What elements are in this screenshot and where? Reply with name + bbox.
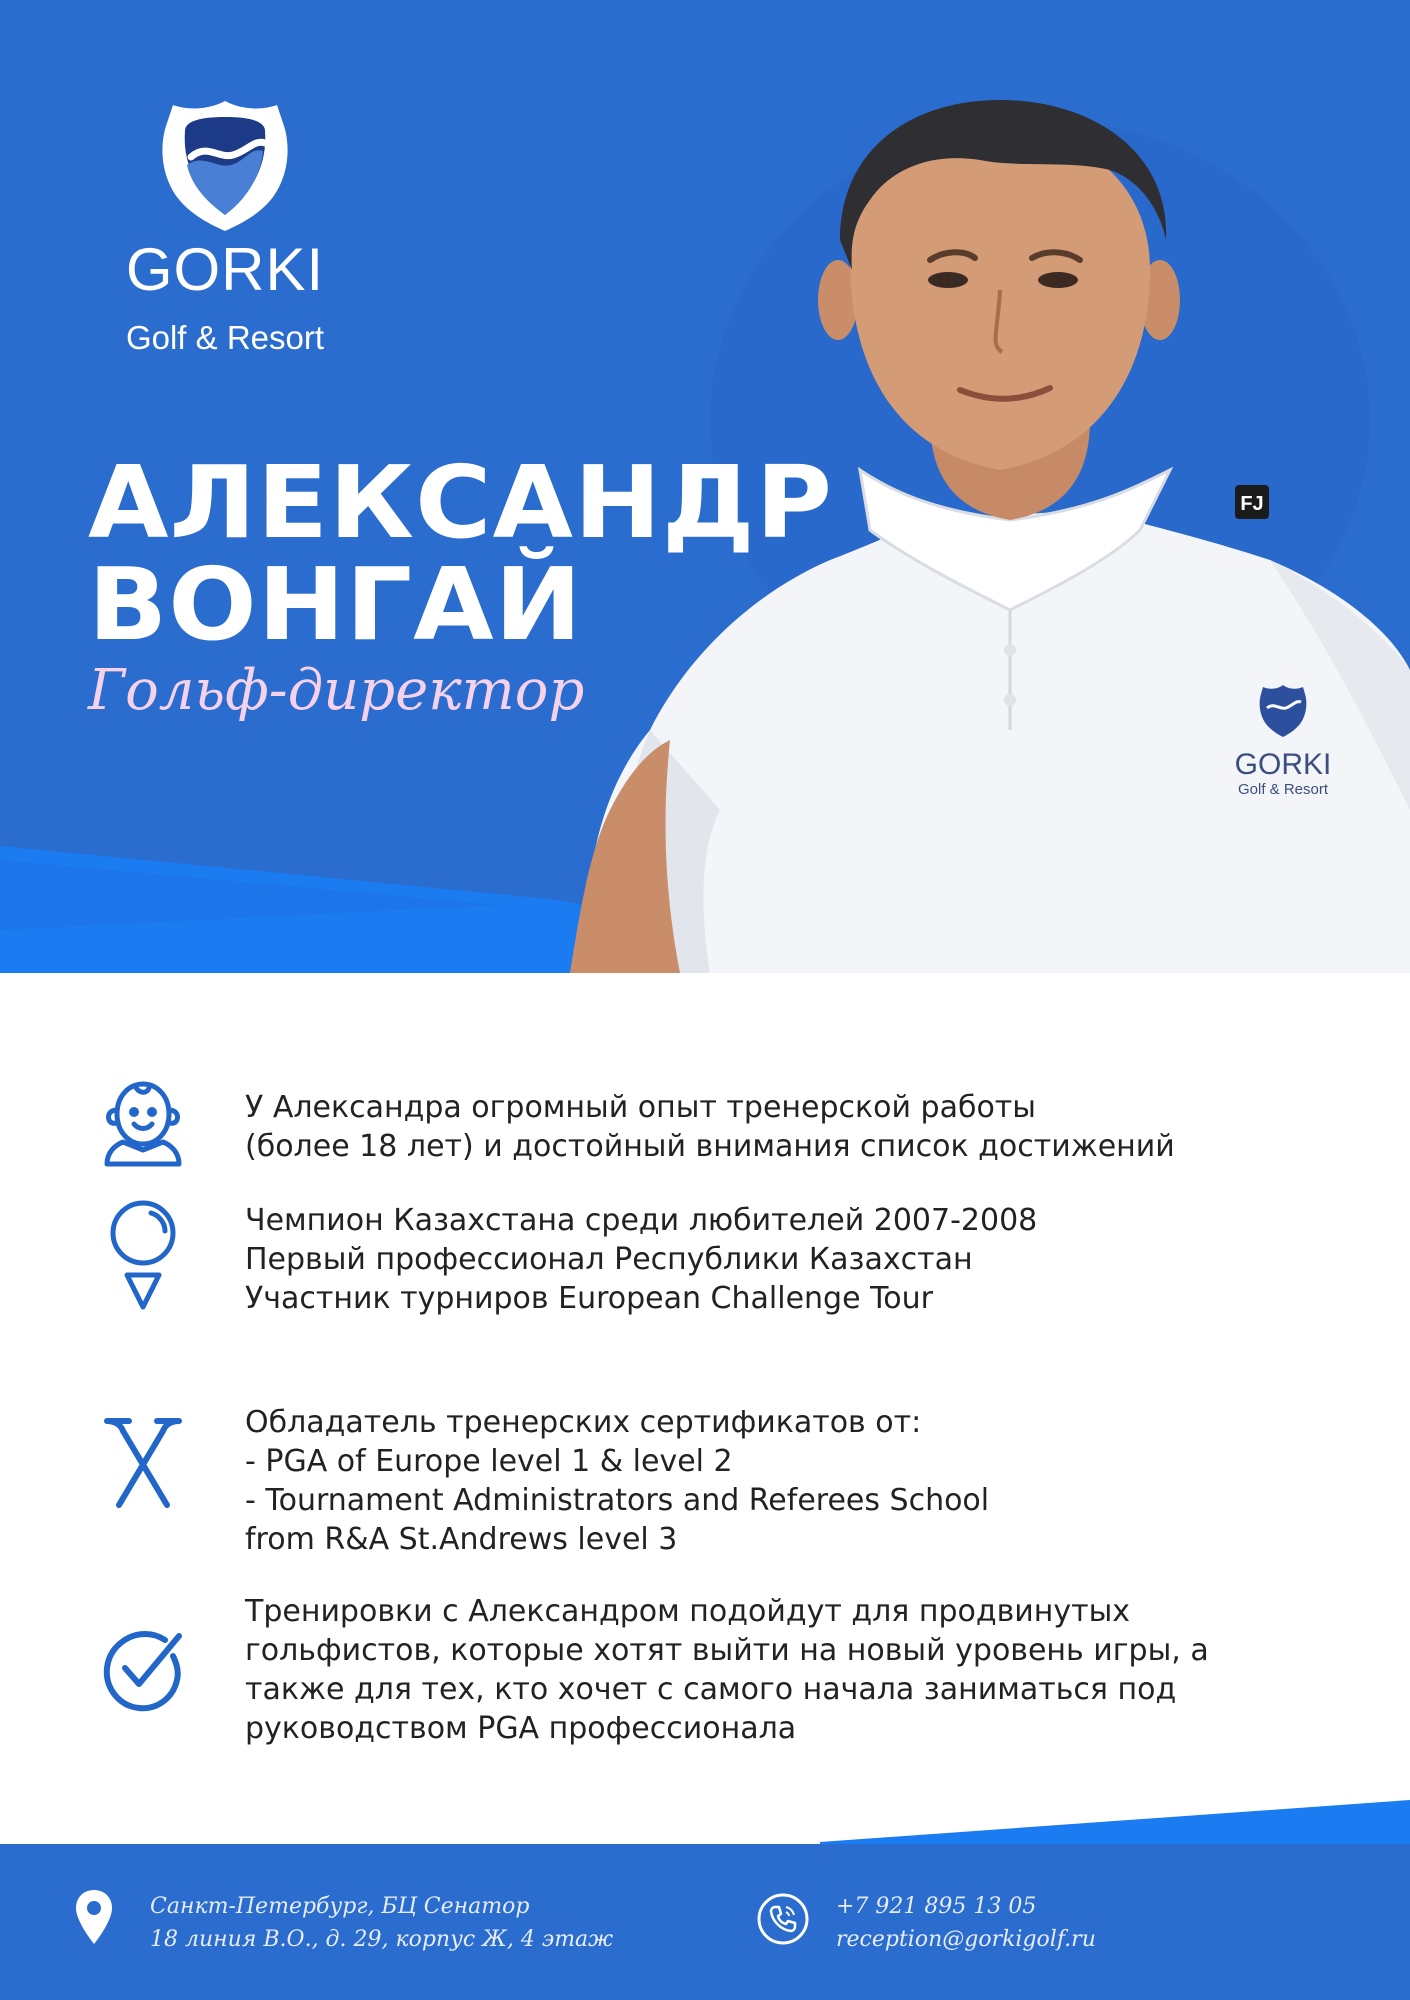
person-role: Гольф-директор (88, 658, 585, 723)
footer (0, 1800, 1410, 2000)
gorki-logo (95, 95, 355, 365)
brand-subtitle: Golf & Resort (125, 319, 325, 356)
brand-name: GORKI (125, 236, 325, 303)
footer-email[interactable]: reception@gorkigolf.ru (836, 1927, 1096, 1952)
golf-ball-on-tee-icon (95, 1195, 191, 1315)
footer-address-line1: Санкт-Петербург, БЦ Сенатор (150, 1894, 530, 1919)
item-text: У Александра огромный опыт тренерской работы (более 18 лет) и достойный внимания список достижений (245, 1090, 1175, 1164)
hero-banner (0, 0, 1410, 973)
crossed-tees-icon (95, 1413, 191, 1513)
person-first-name: АЛЕКСАНДР (88, 444, 833, 561)
shirt-logo-subtitle: Golf & Resort (1237, 781, 1329, 798)
checkmark-circle-icon (95, 1622, 191, 1718)
location-pin-icon (74, 1888, 114, 1946)
phone-icon[interactable] (756, 1892, 810, 1946)
footer-phone[interactable]: +7 921 895 13 05 (836, 1894, 1037, 1919)
item-text: Чемпион Казахстана среди любителей 2007-2008 Первый профессионал Республики Казахстан Участник турниров European Challenge Tour (245, 1203, 1038, 1316)
footer-address-line2: 18 линия В.О., д. 29, корпус Ж, 4 этаж (150, 1927, 614, 1952)
gorki-crest-icon (95, 95, 355, 235)
item-text: Обладатель тренерских сертификатов от: - PGA of Europe level 1 & level 2 - Tournament Administrators and Referees School from R&A St.Andrews level 3 (245, 1405, 990, 1557)
shirt-logo-name: GORKI (1234, 748, 1332, 781)
collar-mark: FJ (1240, 493, 1264, 515)
person-name (88, 444, 948, 663)
child-face-icon (95, 1074, 191, 1170)
person-last-name: ВОНГАЙ (88, 546, 583, 663)
item-text: Тренировки с Александром подойдут для продвинутых гольфистов, которые хотят выйти на новый уровень игры, а также для тех, кто хочет с самого начала заниматься под руководством PGA профессионала (245, 1594, 1209, 1746)
